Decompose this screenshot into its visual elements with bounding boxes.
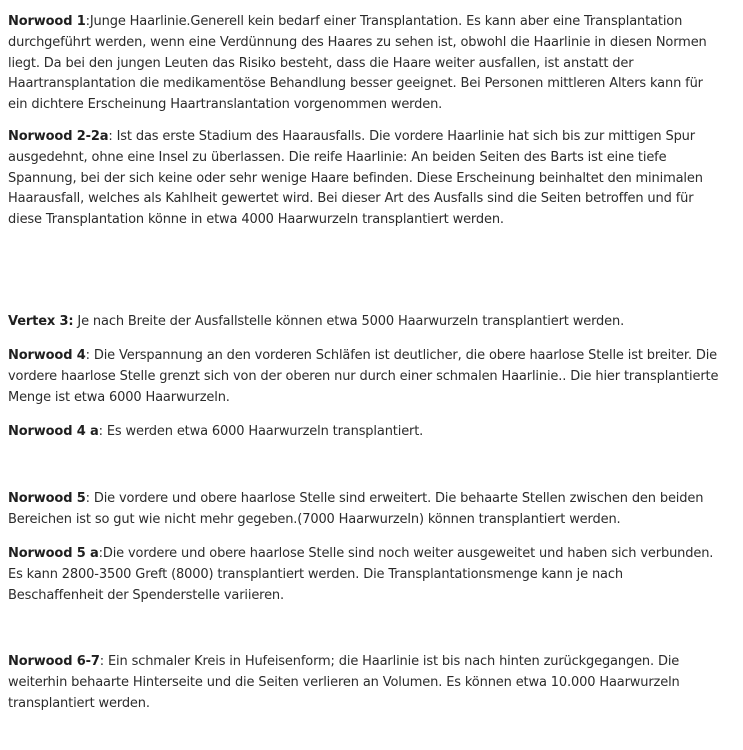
section-text: :Die vordere und obere haarlose Stelle sind noch weiter ausgeweitet und haben sich verbunden. Es kann 2800-3500 Greft (8000) transplantiert werden. Die Transplantationsmenge kann je nach Beschaffenheit der Spenderstelle variieren. [8, 546, 714, 603]
section-norwood-1 [8, 12, 720, 116]
section-norwood-4 [8, 346, 720, 408]
section-text: Je nach Breite der Ausfallstelle können etwa 5000 Haarwurzeln transplantiert werden. [73, 314, 625, 329]
section-term: Norwood 6-7 [8, 654, 100, 669]
section-text: : Es werden etwa 6000 Haarwurzeln transplantiert. [98, 424, 424, 439]
section-term: Norwood 2-2a [8, 129, 109, 144]
section-term: Norwood 4 a [8, 424, 99, 439]
section-text: : Ist das erste Stadium des Haarausfalls. Die vordere Haarlinie hat sich bis zur mittigen Spur ausgedehnt, ohne eine Insel zu überlassen. Die reife Haarlinie: An beiden Seiten des Barts ist eine tiefe Spannung, bei der sich keine oder sehr wenige Haare befinden. Diese Erscheinung beinhaltet den minimalen Haarausfall, welches als Kahlheit gewertet wird. Bei dieser Art des Ausfalls sind die Seiten betroffen und für diese Transplantation könne in etwa 4000 Haarwurzeln transplantiert werden. [8, 129, 703, 228]
section-term: Norwood 5 [8, 491, 86, 506]
section-term: Norwood 4 [8, 348, 86, 363]
section-term: Norwood 1 [8, 14, 86, 29]
section-norwood-2-2a [8, 127, 720, 231]
section-term: Vertex 3: [8, 314, 74, 329]
section-term: Norwood 5 a [8, 546, 99, 561]
section-norwood-4a [8, 422, 423, 443]
section-text: :Junge Haarlinie.Generell kein bedarf einer Transplantation. Es kann aber eine Transplantation durchgeführt werden, wenn eine Verdünnung des Haares zu sehen ist, obwohl die Haarlinie in diesen Normen liegt. Da bei den jungen Leuten das Risiko besteht, dass die Haare weiter ausfallen, ist anstatt der Haartransplantation die medikamentöse Behandlung besser geeignet. Bei Personen mittleren Alters kann für ein dichtere Erscheinung Haartranslantation vorgenommen werden. [8, 14, 707, 113]
section-norwood-5 [8, 489, 720, 531]
section-text: : Die Verspannung an den vorderen Schläfen ist deutlicher, die obere haarlose Stelle ist breiter. Die vordere haarlose Stelle grenzt sich von der oberen nur durch einer schmalen Haarlinie.. Die hier transplantierte Menge ist etwa 6000 Haarwurzeln. [8, 348, 719, 405]
section-norwood-6-7 [8, 652, 720, 714]
section-text: : Die vordere und obere haarlose Stelle sind erweitert. Die behaarte Stellen zwischen den beiden Bereichen ist so gut wie nicht mehr gegeben.(7000 Haarwurzeln) können transplantiert werden. [8, 491, 704, 527]
section-text: : Ein schmaler Kreis in Hufeisenform; die Haarlinie ist bis nach hinten zurückgegangen. Die weiterhin behaarte Hinterseite und die Seiten verlieren an Volumen. Es können etwa 10.000 Haarwurzeln transplantiert werden. [8, 654, 680, 711]
section-norwood-5a [8, 544, 720, 606]
section-vertex-3 [8, 312, 624, 333]
